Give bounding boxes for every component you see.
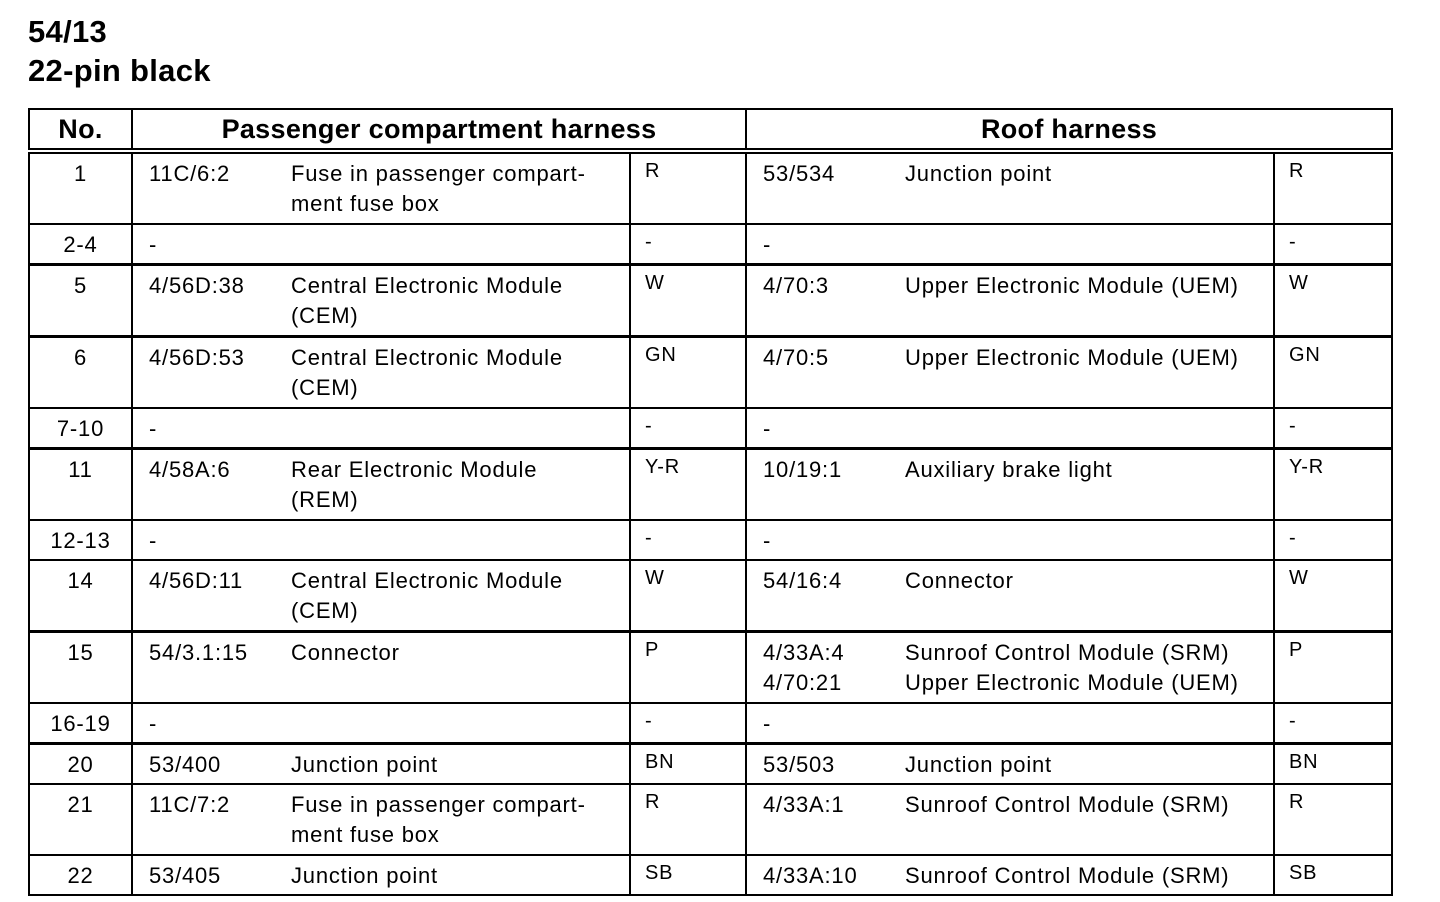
roof-wire-color: W bbox=[1274, 265, 1392, 337]
passenger-wire-color: - bbox=[630, 520, 746, 560]
table-row bbox=[29, 265, 1392, 337]
component-description: Junction point bbox=[291, 752, 438, 777]
passenger-wire-color: SB bbox=[630, 855, 746, 895]
component-code: 4/70:5 bbox=[763, 345, 829, 370]
passenger-wire-color: - bbox=[630, 703, 746, 744]
passenger-wire-color: W bbox=[630, 265, 746, 337]
component-code: - bbox=[149, 528, 158, 553]
component-description bbox=[905, 230, 1273, 260]
component-description bbox=[291, 414, 629, 444]
component-description: Upper Electronic Module (UEM) bbox=[905, 345, 1239, 370]
component-code: - bbox=[149, 232, 158, 257]
component-description: Central Electronic Module (CEM) bbox=[291, 568, 563, 623]
roof-harness-cell bbox=[746, 784, 1274, 855]
roof-harness-cell-entry bbox=[763, 159, 1273, 189]
table-row bbox=[29, 744, 1392, 785]
table-row bbox=[29, 855, 1392, 895]
table-row bbox=[29, 520, 1392, 560]
pin-number: 20 bbox=[29, 744, 132, 785]
component-code: 10/19:1 bbox=[763, 457, 843, 482]
roof-harness-cell bbox=[746, 449, 1274, 521]
roof-harness-cell bbox=[746, 151, 1274, 224]
component-description: Auxiliary brake light bbox=[905, 457, 1113, 482]
passenger-harness-cell-entry bbox=[149, 526, 629, 556]
passenger-harness-cell bbox=[132, 224, 630, 265]
component-description: Sunroof Control Module (SRM) bbox=[905, 863, 1230, 888]
component-code: - bbox=[149, 416, 158, 441]
component-code: 54/3.1:15 bbox=[149, 640, 248, 665]
component-description bbox=[291, 526, 629, 556]
passenger-wire-color: P bbox=[630, 632, 746, 704]
roof-harness-cell bbox=[746, 560, 1274, 632]
component-code: 4/56D:38 bbox=[149, 273, 245, 298]
roof-harness-cell bbox=[746, 520, 1274, 560]
header-row bbox=[29, 109, 1392, 151]
component-description: Junction point bbox=[905, 161, 1052, 186]
header-roof-harness: Roof harness bbox=[746, 109, 1392, 151]
document-title bbox=[28, 12, 211, 90]
passenger-harness-cell bbox=[132, 703, 630, 744]
roof-harness-cell bbox=[746, 224, 1274, 265]
component-description bbox=[291, 709, 629, 739]
roof-wire-color: - bbox=[1274, 520, 1392, 560]
passenger-harness-cell-entry bbox=[149, 566, 629, 626]
component-description: Connector bbox=[291, 640, 400, 665]
passenger-harness-cell bbox=[132, 337, 630, 409]
component-code: 4/33A:4 bbox=[763, 640, 845, 665]
component-code: 4/56D:11 bbox=[149, 568, 244, 593]
roof-harness-cell-entry bbox=[763, 230, 1273, 260]
passenger-harness-cell-entry bbox=[149, 343, 629, 403]
passenger-harness-cell bbox=[132, 855, 630, 895]
component-description bbox=[291, 230, 629, 260]
table-row bbox=[29, 337, 1392, 409]
table-row bbox=[29, 784, 1392, 855]
component-code: 4/56D:53 bbox=[149, 345, 245, 370]
component-description: Junction point bbox=[905, 752, 1052, 777]
passenger-harness-cell-entry bbox=[149, 861, 629, 891]
component-code: 53/405 bbox=[149, 863, 222, 888]
component-code: - bbox=[763, 711, 772, 736]
component-code: - bbox=[149, 711, 158, 736]
pin-number: 5 bbox=[29, 265, 132, 337]
component-description bbox=[905, 709, 1273, 739]
roof-harness-cell bbox=[746, 703, 1274, 744]
passenger-harness-cell bbox=[132, 632, 630, 704]
header-passenger-harness: Passenger compartment harness bbox=[132, 109, 746, 151]
component-description: Connector bbox=[905, 568, 1014, 593]
roof-harness-cell bbox=[746, 337, 1274, 409]
pin-table bbox=[28, 108, 1393, 896]
roof-wire-color: P bbox=[1274, 632, 1392, 704]
roof-harness-cell-entry bbox=[763, 861, 1273, 891]
passenger-wire-color: GN bbox=[630, 337, 746, 409]
connector-description: 22-pin black bbox=[28, 53, 211, 88]
roof-wire-color: - bbox=[1274, 224, 1392, 265]
roof-harness-cell bbox=[746, 265, 1274, 337]
roof-harness-cell bbox=[746, 408, 1274, 449]
component-description: Junction point bbox=[291, 863, 438, 888]
pin-number: 16-19 bbox=[29, 703, 132, 744]
component-description: Sunroof Control Module (SRM) bbox=[905, 640, 1230, 665]
passenger-wire-color: R bbox=[630, 151, 746, 224]
roof-harness-cell-entry bbox=[763, 343, 1273, 373]
table-row bbox=[29, 151, 1392, 224]
passenger-harness-cell bbox=[132, 560, 630, 632]
component-code: 4/58A:6 bbox=[149, 457, 231, 482]
component-description: Central Electronic Module (CEM) bbox=[291, 273, 563, 328]
table-row bbox=[29, 632, 1392, 704]
roof-harness-cell-entry bbox=[763, 526, 1273, 556]
component-description: Upper Electronic Module (UEM) bbox=[905, 670, 1239, 695]
pin-number: 14 bbox=[29, 560, 132, 632]
component-code: - bbox=[763, 528, 772, 553]
roof-harness-cell-entry bbox=[763, 709, 1273, 739]
connector-id: 54/13 bbox=[28, 14, 108, 49]
passenger-harness-cell bbox=[132, 265, 630, 337]
passenger-harness-cell-entry bbox=[149, 638, 629, 668]
pin-number: 6 bbox=[29, 337, 132, 409]
component-description bbox=[905, 414, 1273, 444]
passenger-harness-cell bbox=[132, 520, 630, 560]
component-code: 4/33A:10 bbox=[763, 863, 858, 888]
passenger-harness-cell-entry bbox=[149, 271, 629, 331]
roof-harness-cell-entry bbox=[763, 668, 1273, 698]
component-code: - bbox=[763, 416, 772, 441]
roof-wire-color: R bbox=[1274, 151, 1392, 224]
roof-wire-color: - bbox=[1274, 408, 1392, 449]
roof-wire-color: BN bbox=[1274, 744, 1392, 785]
roof-harness-cell-entry bbox=[763, 638, 1273, 668]
roof-harness-cell bbox=[746, 744, 1274, 785]
component-code: 53/503 bbox=[763, 752, 836, 777]
component-code: 4/70:3 bbox=[763, 273, 829, 298]
component-code: - bbox=[763, 232, 772, 257]
table-row bbox=[29, 560, 1392, 632]
component-description: Fuse in passenger compart- ment fuse box bbox=[291, 792, 586, 847]
component-code: 4/33A:1 bbox=[763, 792, 845, 817]
component-description: Sunroof Control Module (SRM) bbox=[905, 792, 1230, 817]
passenger-wire-color: W bbox=[630, 560, 746, 632]
pin-number: 2-4 bbox=[29, 224, 132, 265]
passenger-harness-cell-entry bbox=[149, 750, 629, 780]
pin-number: 11 bbox=[29, 449, 132, 521]
pin-number: 7-10 bbox=[29, 408, 132, 449]
roof-harness-cell-entry bbox=[763, 790, 1273, 820]
table-row bbox=[29, 224, 1392, 265]
passenger-harness-cell bbox=[132, 151, 630, 224]
roof-harness-cell-entry bbox=[763, 455, 1273, 485]
passenger-harness-cell bbox=[132, 744, 630, 785]
component-description: Fuse in passenger compart- ment fuse box bbox=[291, 161, 586, 216]
passenger-wire-color: Y-R bbox=[630, 449, 746, 521]
roof-harness-cell-entry bbox=[763, 750, 1273, 780]
component-code: 53/400 bbox=[149, 752, 222, 777]
pin-number: 1 bbox=[29, 151, 132, 224]
pin-number: 12-13 bbox=[29, 520, 132, 560]
roof-wire-color: GN bbox=[1274, 337, 1392, 409]
passenger-harness-cell bbox=[132, 449, 630, 521]
passenger-harness-cell-entry bbox=[149, 790, 629, 850]
roof-wire-color: R bbox=[1274, 784, 1392, 855]
component-code: 54/16:4 bbox=[763, 568, 843, 593]
component-code: 11C/7:2 bbox=[149, 792, 231, 817]
component-code: 11C/6:2 bbox=[149, 161, 231, 186]
roof-harness-cell-entry bbox=[763, 414, 1273, 444]
table-row bbox=[29, 703, 1392, 744]
component-code: 53/534 bbox=[763, 161, 836, 186]
roof-harness-cell bbox=[746, 855, 1274, 895]
component-description bbox=[905, 526, 1273, 556]
component-description: Rear Electronic Module (REM) bbox=[291, 457, 538, 512]
roof-wire-color: W bbox=[1274, 560, 1392, 632]
passenger-wire-color: R bbox=[630, 784, 746, 855]
passenger-harness-cell-entry bbox=[149, 414, 629, 444]
passenger-harness-cell-entry bbox=[149, 709, 629, 739]
passenger-harness-cell bbox=[132, 408, 630, 449]
table-row bbox=[29, 449, 1392, 521]
passenger-wire-color: BN bbox=[630, 744, 746, 785]
component-description: Central Electronic Module (CEM) bbox=[291, 345, 563, 400]
table-row bbox=[29, 408, 1392, 449]
passenger-wire-color: - bbox=[630, 408, 746, 449]
roof-harness-cell-entry bbox=[763, 271, 1273, 301]
passenger-harness-cell-entry bbox=[149, 159, 629, 219]
roof-harness-cell bbox=[746, 632, 1274, 704]
component-code: 4/70:21 bbox=[763, 670, 843, 695]
pin-number: 22 bbox=[29, 855, 132, 895]
roof-harness-cell-entry bbox=[763, 566, 1273, 596]
passenger-harness-cell-entry bbox=[149, 455, 629, 515]
passenger-harness-cell-entry bbox=[149, 230, 629, 260]
component-description: Upper Electronic Module (UEM) bbox=[905, 273, 1239, 298]
roof-wire-color: Y-R bbox=[1274, 449, 1392, 521]
passenger-harness-cell bbox=[132, 784, 630, 855]
pin-number: 15 bbox=[29, 632, 132, 704]
roof-wire-color: SB bbox=[1274, 855, 1392, 895]
passenger-wire-color: - bbox=[630, 224, 746, 265]
header-no: No. bbox=[29, 109, 132, 151]
roof-wire-color: - bbox=[1274, 703, 1392, 744]
pin-number: 21 bbox=[29, 784, 132, 855]
